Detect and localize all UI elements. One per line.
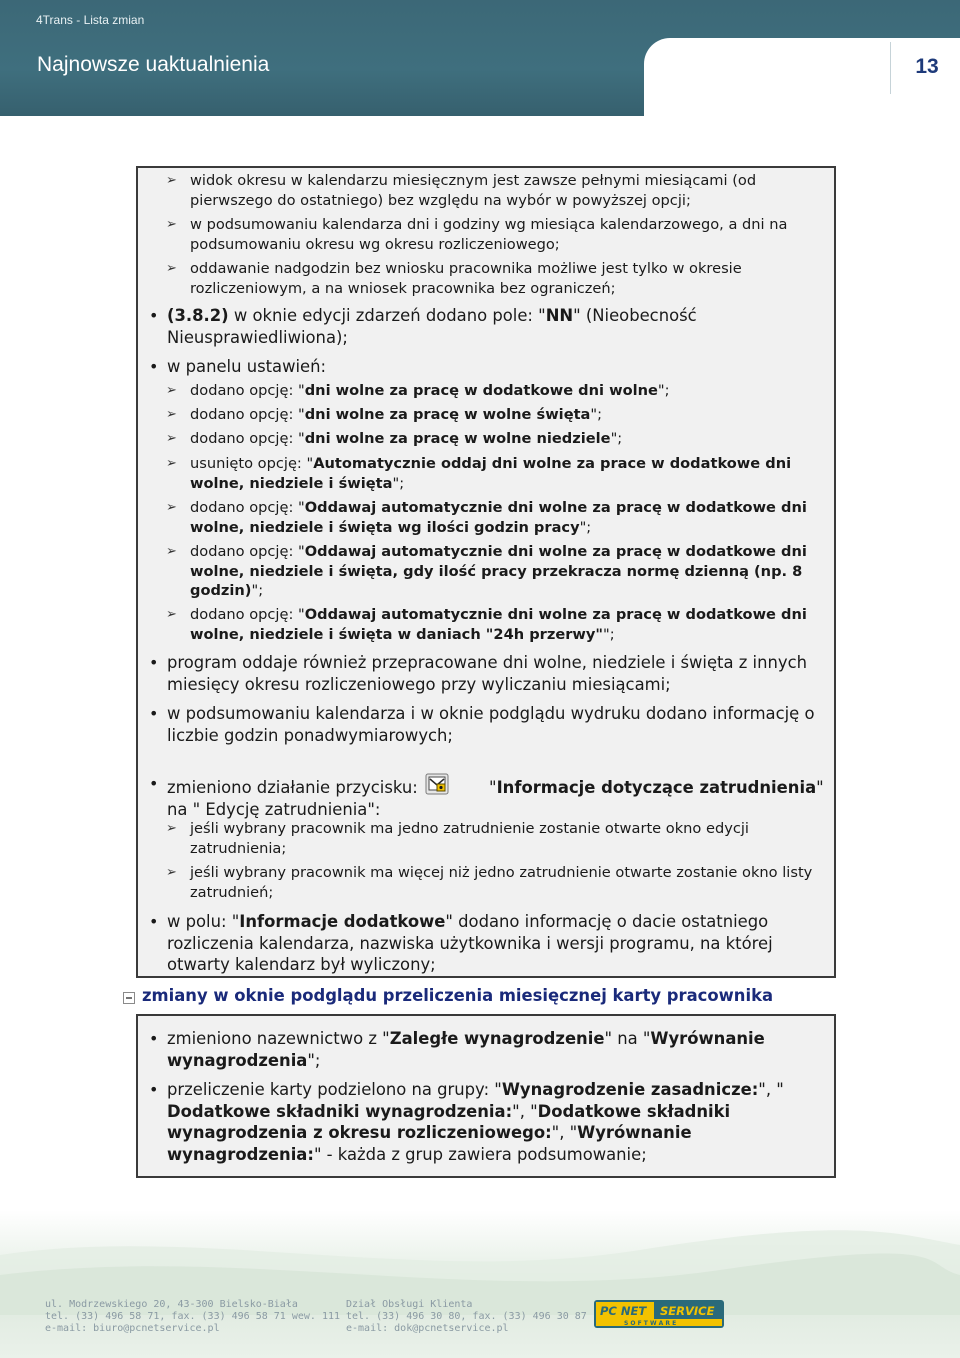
list-item: • w podsumowaniu kalendarza i w oknie podglądu wydruku dodano informację o liczbie godzin ponadwymiarowych; (167, 703, 827, 746)
text: dodano opcję: " (190, 499, 305, 516)
new-name: Wyrównanie wynagrodzenia (167, 1029, 765, 1070)
list-item (167, 1028, 827, 1071)
text: dodano opcję: " (190, 406, 305, 423)
logo-sub-text: S O F T W A R E (624, 1320, 677, 1327)
list-item: ➢ w podsumowaniu kalendarza dni i godziny wg miesiąca kalendarzowego, a dni na podsumowaniu okresu wg okresu rozliczeniowego; (190, 215, 830, 254)
old-name: Zaległe wynagrodzenie (389, 1029, 605, 1048)
option-name: dni wolne za pracę w wolne niedziele (304, 430, 611, 447)
option-name: dni wolne za pracę w wolne święta (304, 406, 591, 423)
list-item (190, 429, 830, 449)
option-name: Oddawaj automatycznie dni wolne za pracę w dodatkowe dni wolne, niedziele i święta, gdy ilość pracy przekracza normę dzienną (np. 8 godzin) (190, 543, 807, 599)
list-item (167, 1079, 827, 1166)
text: "; (603, 625, 615, 643)
group-name: Dodatkowe składniki wynagrodzenia: (167, 1101, 513, 1121)
text: dodano opcję: " (190, 382, 305, 399)
text: dodano opcję: " (190, 543, 305, 560)
text: przeliczenie karty podzielono na grupy: " (167, 1080, 502, 1099)
list-item (190, 605, 830, 644)
logo-left-text: PC NET (600, 1304, 647, 1318)
text: zmieniono działanie przycisku: (167, 778, 424, 797)
list-item (167, 911, 827, 976)
list-item (190, 405, 830, 425)
changes-box-calendar (136, 166, 836, 978)
list-item (190, 498, 830, 537)
text: ", " (551, 1123, 578, 1143)
list-item: • zmieniono działanie przycisku: "Informacje dotyczące zatrudnienia" na " Edycję zatrudnienia": (167, 773, 827, 820)
text: " na " Edycję zatrudnienia": (167, 778, 824, 819)
list-item (190, 381, 830, 401)
list-item: • program oddaje również przepracowane dni wolne, niedziele i święta z innych miesięcy okresu rozliczeniowego przy wyliczaniu miesiącami; (167, 652, 827, 695)
field-name: Informacje dodatkowe (239, 912, 446, 931)
text: dodano opcję: " (190, 606, 305, 623)
list-item: • w panelu ustawień: (167, 356, 827, 378)
text: w oknie edycji zdarzeń dodano pole: " (228, 306, 546, 325)
option-name: Oddawaj automatycznie dni wolne za pracę w dodatkowe dni wolne, niedziele i święta w daniach "24h przerwy" (190, 606, 807, 643)
collapse-icon[interactable] (123, 992, 135, 1004)
text: dodano opcję: " (190, 430, 305, 447)
text: "; (657, 382, 670, 399)
text: "; (392, 474, 405, 492)
version-ref: (3.8.2) (167, 306, 229, 325)
employment-info-button-icon (425, 773, 449, 795)
support-email: e-mail: dok@pcnetservice.pl (346, 1323, 509, 1334)
company-email: e-mail: biuro@pcnetservice.pl (45, 1323, 220, 1334)
section-title: Najnowsze uaktualnienia (37, 53, 270, 76)
list-item (167, 305, 827, 348)
company-address: ul. Modrzewskiego 20, 43-300 Bielsko-Biała (45, 1299, 298, 1310)
list-item (190, 542, 830, 601)
list-item (190, 454, 830, 493)
section-heading: zmiany w oknie podglądu przeliczenia miesięcznej karty pracownika (142, 986, 774, 1005)
text: " dodano informację o dacie ostatniego rozliczenia kalendarza, nazwiska użytkownika i wersji programu, na której otwarty kalendarz był wyliczony; (167, 912, 773, 975)
list-item: ➢ jeśli wybrany pracownik ma jedno zatrudnienie zostanie otwarte okno edycji zatrudnienia; (190, 819, 830, 858)
logo-right-text: SERVICE (660, 1304, 715, 1318)
header-divider (890, 42, 891, 94)
option-name: dni wolne za pracę w dodatkowe dni wolne (304, 382, 658, 399)
company-phone: tel. (33) 496 58 71, fax. (33) 496 58 71 wew. 111 (45, 1311, 341, 1322)
text: "; (251, 582, 264, 599)
app-title: 4Trans - Lista zmian (36, 13, 145, 27)
text: " na " (604, 1029, 651, 1048)
text: " (Nieobecność Nieusprawiedliwiona); (167, 306, 697, 347)
text: "; (610, 430, 623, 447)
page-number: 13 (915, 55, 939, 78)
text: "; (590, 406, 603, 423)
text: "; (579, 518, 592, 536)
support-phone: tel. (33) 496 30 80, fax. (33) 496 30 87 (346, 1311, 587, 1322)
text: w polu: " (167, 912, 240, 931)
text: ", " (512, 1101, 538, 1121)
text: usunięto opcję: " (190, 455, 314, 472)
text: zmieniono nazewnictwo z " (167, 1029, 390, 1048)
list-item: ➢ widok okresu w kalendarzu miesięcznym jest zawsze pełnymi miesiącami (od pierwszego do ostatniego) bez względu na wybór w powyższej opcji; (190, 171, 830, 210)
option-name: Oddawaj automatycznie dni wolne za pracę w dodatkowe dni wolne, niedziele i święta wg ilości godzin pracy (190, 499, 807, 536)
text: " - każda z grup zawiera podsumowanie; (313, 1145, 647, 1165)
text: ", " (758, 1080, 784, 1099)
list-item: ➢ oddawanie nadgodzin bez wniosku pracownika możliwe jest tylko w okresie rozliczeniowym, a na wniosek pracownika bez ograniczeń; (190, 259, 830, 298)
group-name: Wyrównanie wynagrodzenia: (167, 1123, 692, 1165)
option-name: Automatycznie oddaj dni wolne za prace w dodatkowe dni wolne, niedziele i święta (190, 455, 792, 492)
group-name: Wynagrodzenie zasadnicze: (501, 1080, 759, 1099)
group-name: Dodatkowe składniki wynagrodzenia z okresu rozliczeniowego: (167, 1101, 731, 1143)
field-code: NN (545, 306, 574, 325)
button-name: Informacje dotyczące zatrudnienia (496, 778, 817, 797)
support-title: Dział Obsługi Klienta (346, 1299, 473, 1310)
list-item: ➢ jeśli wybrany pracownik ma więcej niż jedno zatrudnienie otwarte zostanie okno listy zatrudnień; (190, 863, 830, 902)
changes-box-payroll (136, 1014, 836, 1178)
pcnet-service-logo (594, 1300, 724, 1328)
text: "; (307, 1050, 321, 1070)
